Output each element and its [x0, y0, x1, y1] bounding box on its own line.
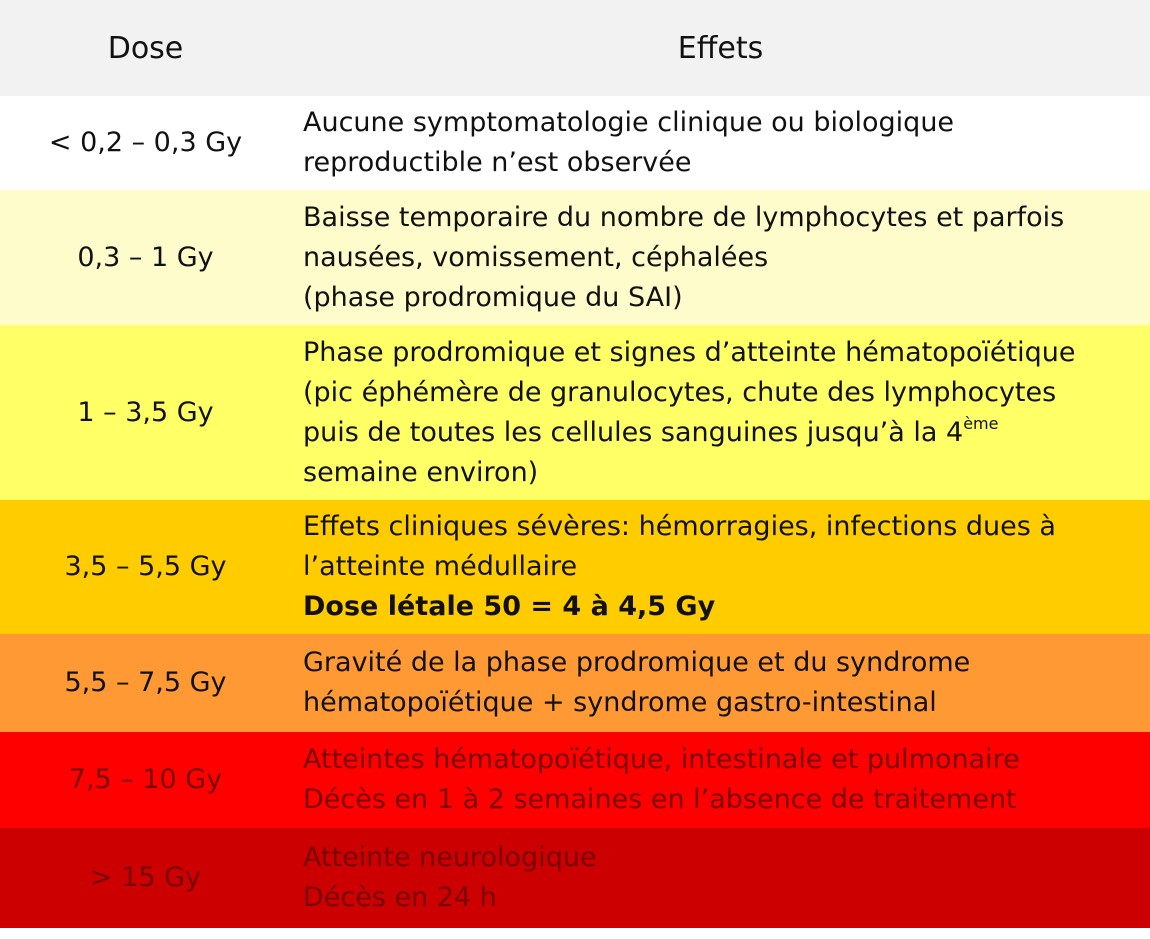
- effet-line: Effets cliniques sévères: hémorragies, infections dues à: [303, 511, 1056, 542]
- effet-line: semaine environ): [303, 456, 539, 488]
- effet-line: Atteintes hématopoïétique, intestinale et pulmonaire: [303, 744, 1020, 775]
- table-row: [0, 828, 1150, 928]
- table-row: [0, 732, 1150, 828]
- effet-line: Décès en 1 à 2 semaines en l’absence de traitement: [303, 784, 1017, 815]
- dose-cell: > 15 Gy: [0, 828, 291, 928]
- effet-line-text: puis de toutes les cellules sanguines jusqu’à la 4: [303, 416, 964, 448]
- effet-line: [303, 413, 1140, 453]
- effet-line: (phase prodromique du SAI): [303, 281, 683, 313]
- table-row: [0, 96, 1150, 190]
- effet-line: hématopoïétique + syndrome gastro-intestinal: [303, 687, 937, 718]
- header-effets: Effets: [291, 0, 1150, 96]
- dose-cell: 1 – 3,5 Gy: [0, 325, 291, 500]
- table-row: [0, 634, 1150, 732]
- effet-line: l’atteinte médullaire: [303, 551, 578, 582]
- header-dose: Dose: [0, 0, 291, 96]
- effet-line: Phase prodromique et signes d’atteinte hématopoïétique: [303, 336, 1076, 368]
- effet-line: (pic éphémère de granulocytes, chute des lymphocytes: [303, 376, 1057, 408]
- table-row: [0, 325, 1150, 500]
- effets-cell: [291, 96, 1150, 190]
- dose-cell: 0,3 – 1 Gy: [0, 190, 291, 325]
- effet-line: Baisse temporaire du nombre de lymphocytes et parfois: [303, 201, 1065, 233]
- dose-cell: 3,5 – 5,5 Gy: [0, 500, 291, 634]
- effet-line: Aucune symptomatologie clinique ou biologique: [303, 107, 955, 138]
- effet-line: Décès en 24 h: [303, 882, 497, 913]
- effets-cell: [291, 732, 1150, 828]
- effet-line: nausées, vomissement, céphalées: [303, 241, 769, 273]
- effets-cell: [291, 500, 1150, 634]
- dose-cell: 7,5 – 10 Gy: [0, 732, 291, 828]
- lethal-dose-line: Dose létale 50 = 4 à 4,5 Gy: [303, 591, 716, 622]
- table-row: [0, 500, 1150, 634]
- effets-cell: [291, 190, 1150, 325]
- superscript-ordinal: ème: [963, 413, 999, 433]
- effets-cell: [291, 634, 1150, 732]
- dose-cell: < 0,2 – 0,3 Gy: [0, 96, 291, 190]
- effet-line: Gravité de la phase prodromique et du syndrome: [303, 647, 971, 678]
- effets-cell: [291, 828, 1150, 928]
- effet-line: Atteinte neurologique: [303, 842, 597, 873]
- effets-cell: [291, 325, 1150, 500]
- table-row: [0, 190, 1150, 325]
- effet-line: reproductible n’est observée: [303, 147, 692, 178]
- dose-cell: 5,5 – 7,5 Gy: [0, 634, 291, 732]
- header-row: [0, 0, 1150, 96]
